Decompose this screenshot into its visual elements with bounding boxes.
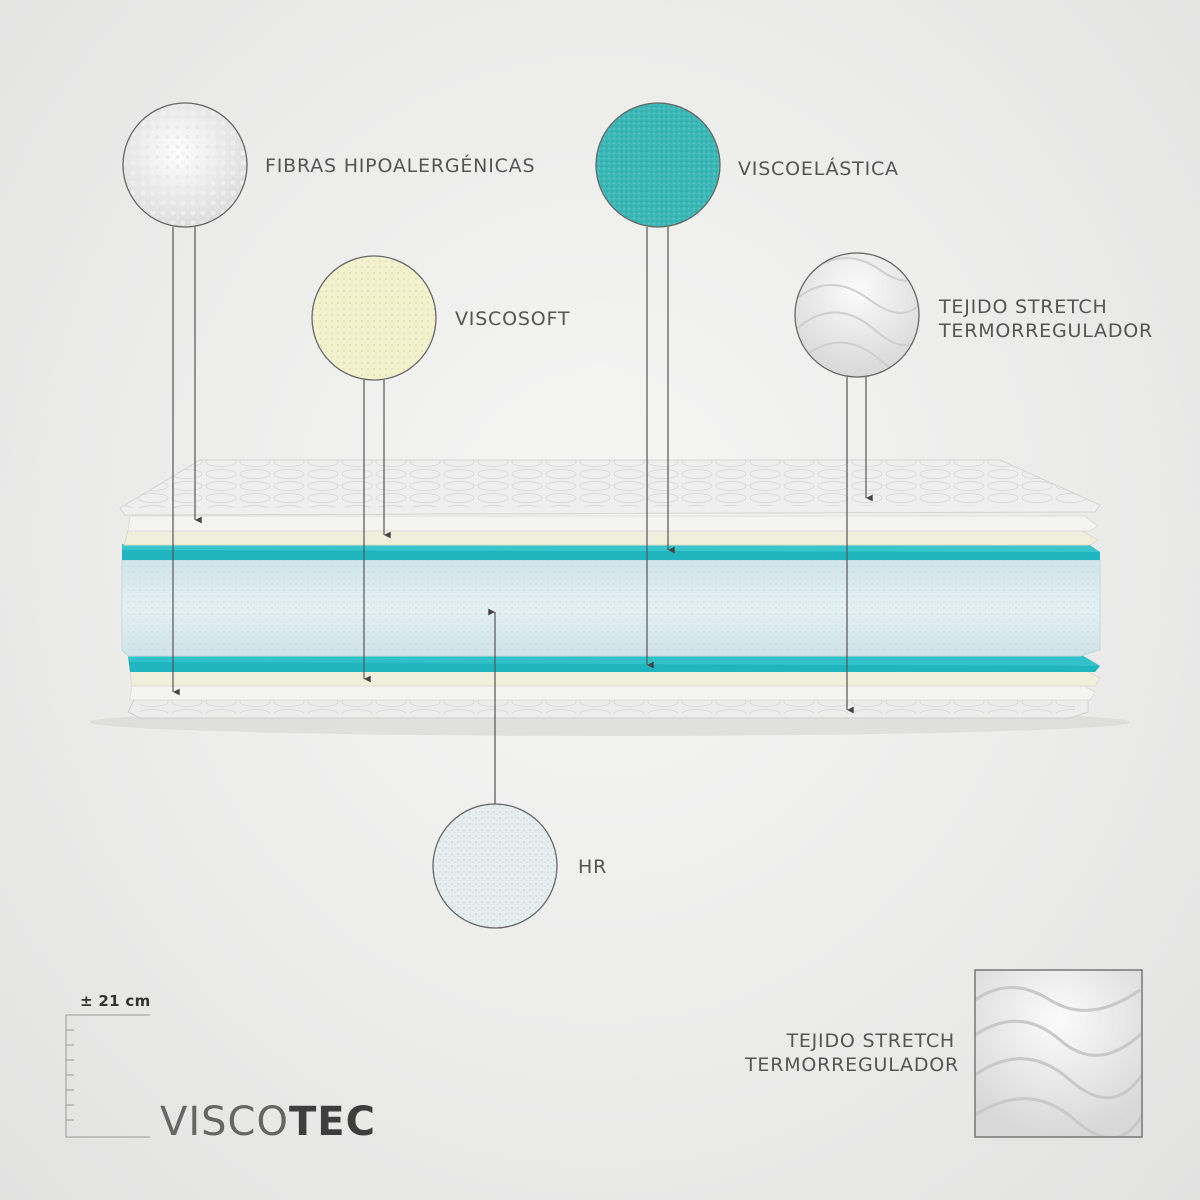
label-tejido-line1: TEJIDO STRETCH [939, 296, 1108, 318]
label-tejido-stretch [939, 295, 1153, 343]
swatch-hr [430, 800, 560, 930]
brand-logo [160, 1098, 376, 1146]
top-viscosoft-layer [124, 530, 1098, 545]
top-fiber-layer [128, 516, 1098, 531]
swatch-tejido [795, 253, 935, 377]
label-tejido-line2: TERMORREGULADOR [939, 320, 1154, 342]
mattress [120, 460, 1100, 718]
bottom-viscosoft-layer [130, 670, 1100, 686]
brand-logo-light: VISCO [160, 1099, 289, 1145]
label-viscoelastica: VISCOELÁSTICA [738, 158, 899, 180]
label-detail-tejido [745, 1029, 960, 1077]
label-viscosoft: VISCOSOFT [455, 308, 571, 330]
label-detail-line2: TERMORREGULADOR [745, 1054, 960, 1076]
height-ruler [66, 1015, 150, 1137]
label-fibras-hipoalergenicas: FIBRAS HIPOALERGÉNICAS [265, 155, 536, 177]
swatch-fibras [120, 100, 250, 230]
label-detail-line1: TEJIDO STRETCH [786, 1030, 955, 1052]
fabric-detail-image [975, 970, 1145, 1138]
swatch-viscoelastica [594, 100, 724, 230]
brand-logo-bold: TEC [288, 1099, 376, 1145]
height-label: ± 21 cm [80, 992, 151, 1010]
label-hr: HR [578, 856, 608, 878]
swatch-viscosoft [310, 254, 440, 384]
